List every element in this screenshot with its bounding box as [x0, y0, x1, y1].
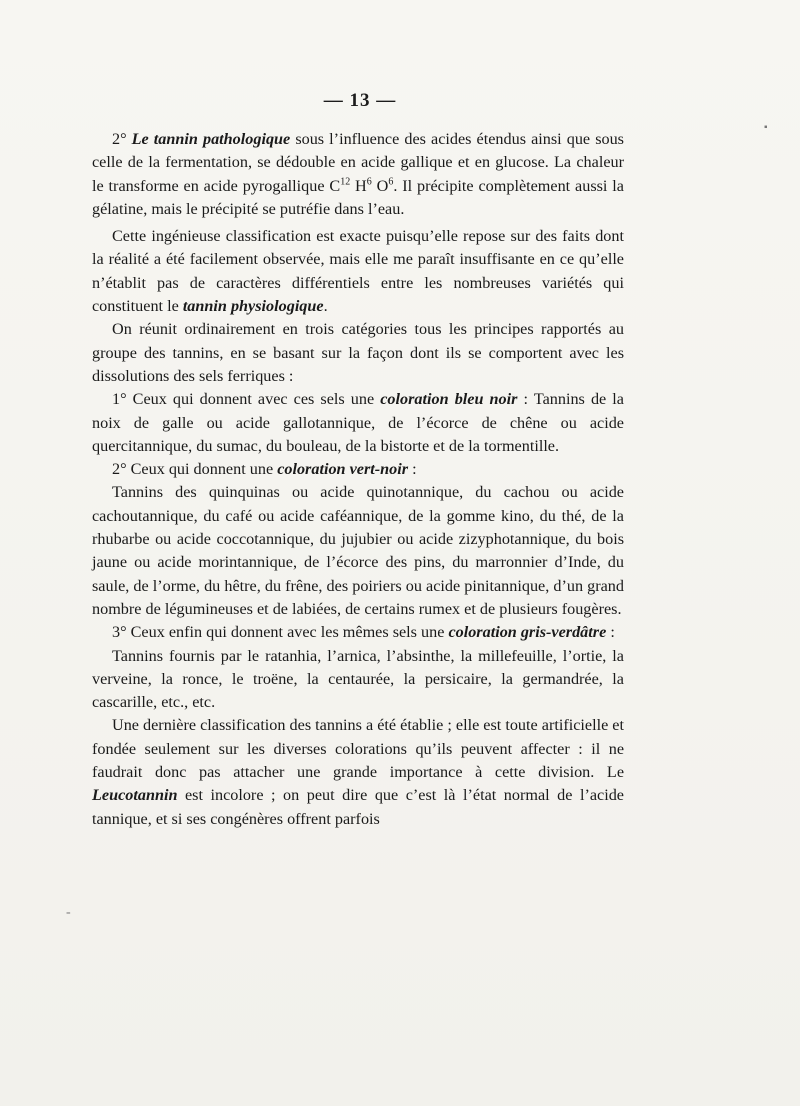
formula-subscript: 12: [340, 176, 351, 188]
paragraph-text: . Il précipite complètement aussi la gélatine, mais le précipité se putréfie dans l’eau.: [92, 176, 624, 218]
paragraph-text: est incolore ; on peut dire que c’est là l’état normal de l’acide tannique, et si ses congénères offrent parfois: [92, 786, 624, 828]
page-number: — 13 —: [323, 90, 397, 111]
paragraph-categorie-2: [92, 458, 624, 481]
paragraph-text: : Tannins de la noix de galle ou acide gallotannique, de l’écorce de chêne ou acide quercitannique, du sumac, du bouleau, de la bistorte et de la tormentille.: [92, 390, 624, 455]
paragraph-text: :: [606, 623, 615, 642]
body-text: [92, 128, 624, 831]
paragraph-text: 1° Ceux qui donnent avec ces sels une: [112, 390, 381, 409]
paragraph-text: H: [350, 176, 367, 195]
paragraph-text: 2° Ceux qui donnent une: [112, 460, 278, 479]
paragraph-text: sous l’influence des acides étendus ainsi que sous celle de la fermentation, se dédouble en acide gallique et en glucose. La chaleur le transforme en acide pyrogallique C: [92, 130, 624, 195]
paragraph-lead: 2°: [112, 130, 132, 148]
paragraph-derniere-classification: [92, 714, 624, 830]
margin-speck: ▪: [764, 122, 768, 133]
term-coloration-bleu-noir: coloration bleu noir: [380, 390, 518, 409]
paragraph-text: Tannins des quinquinas ou acide quinotannique, du cachou ou acide cachoutannique, du café ou acide caféannique, de la gomme kino, du thé, de la rhubarbe ou acide coccotannique, du jujubier ou acide zizyphotannique, du bois jaune ou acide morintannique, de l’écorce des pins, du marronnier d’Inde, du saule, de l’orme, du hêtre, du frêne, des poiriers ou acide pinitannique, d’un grand nombre de légumineuses et de labiées, de certains rumex et de plusieurs fougères.: [92, 483, 624, 618]
paragraph-text: :: [408, 460, 417, 479]
paragraph-liste-vert-noir: [92, 481, 624, 621]
term-tannin-physiologique: tannin physiologique: [182, 297, 324, 316]
term-leucotannin: Leucotannin: [92, 786, 178, 805]
paragraph-categorie-1: [92, 388, 624, 458]
paragraph-categorie-3: [92, 621, 624, 644]
formula-subscript: 6: [366, 176, 372, 188]
paragraph-text: 3° Ceux enfin qui donnent avec les mêmes sels une: [112, 623, 449, 642]
term-tannin-pathologique: Le tannin pathologique: [131, 130, 291, 148]
paragraph-trois-categories: [92, 318, 624, 388]
term-coloration-gris-verdatre: coloration gris-verdâtre: [448, 623, 607, 642]
term-coloration-vert-noir: coloration vert-noir: [277, 460, 409, 479]
paragraph-text: Une dernière classification des tannins a été établie ; elle est toute artificielle et fondée seulement sur les diverses colorations qu’ils peuvent affecter : il ne faudrait donc pas attacher une grande importance à cette division. Le: [92, 716, 624, 782]
formula-subscript: 6: [388, 176, 394, 188]
paragraph-classification: [92, 225, 624, 318]
paragraph-liste-gris-verdatre: [92, 645, 624, 715]
paragraph-text: Tannins fournis par le ratanhia, l’arnica, l’absinthe, la millefeuille, l’ortie, la verveine, la ronce, le troëne, la centaurée, la persicaire, la germandrée, la cascarille, etc., etc.: [92, 646, 624, 712]
paragraph-text: On réunit ordinairement en trois catégories tous les principes rapportés au groupe des tannins, en se basant sur la façon dont ils se comportent avec les dissolutions des sels ferriques :: [92, 320, 624, 385]
paragraph-tannin-pathologique: [92, 128, 624, 221]
paragraph-text: Cette ingénieuse classification est exacte puisqu’elle repose sur des faits dont la réalité a été facilement observée, mais elle me paraît insuffisante en ce qu’elle n’établit pas de caractères différentiels entre les nombreuses variétés qui constituent le: [92, 227, 624, 316]
paragraph-text: .: [323, 297, 328, 316]
paragraph-text: O: [371, 176, 389, 195]
margin-dash: -: [66, 905, 71, 920]
